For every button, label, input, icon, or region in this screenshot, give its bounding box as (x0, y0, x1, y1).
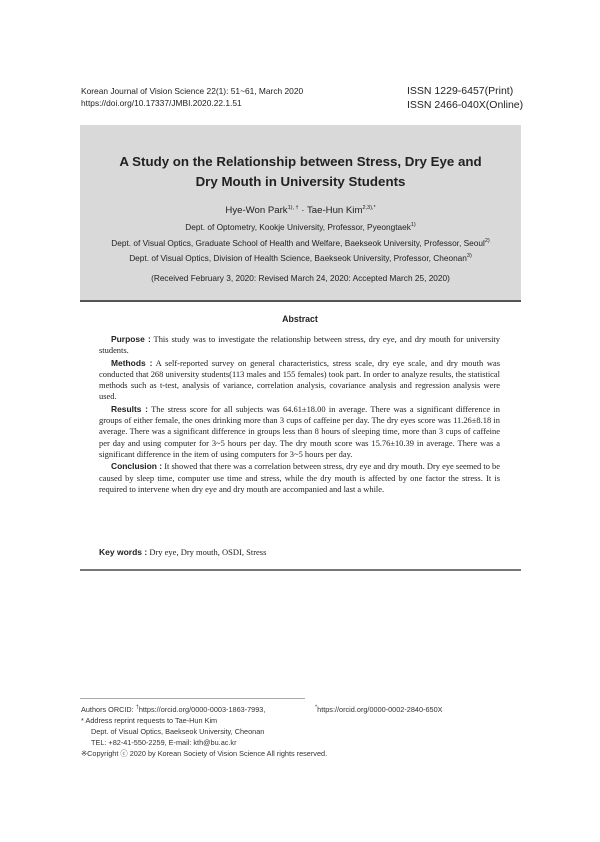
author-affiliation-mark: 1), † (287, 204, 299, 211)
affiliation-text: Dept. of Visual Optics, Graduate School of Health and Welfare, Baekseok University, Professor, Seoul (111, 238, 485, 248)
address-line: * Address reprint requests to Tae-Hun Kim (81, 716, 218, 725)
received-dates: (Received February 3, 2020: Revised March 24, 2020: Accepted March 25, 2020) (151, 273, 450, 283)
copyright-notice: ※Copyright ⓒ 2020 by Korean Society of Vision Science All rights reserved. (81, 749, 328, 758)
footnote-divider (80, 698, 305, 699)
author-name: Hye-Won Park (225, 205, 288, 216)
paper-title (80, 152, 521, 192)
methods-text: A self-reported survey on general characteristics, stress scale, dry eye scale, and dry mouth was conducted that 268 university students(113 males and 155 females) took part. In order to analyze results, the statistical methods such as t-test, analysis of variance, correlation analysis, covariance analysis and regression analysis were used. (99, 357, 500, 402)
author-affiliation-mark: 2,3),* (362, 204, 376, 211)
keywords (99, 547, 266, 557)
keywords-text: Dry eye, Dry mouth, OSDI, Stress (147, 547, 267, 557)
orcid-link[interactable]: https://orcid.org/0000-0003-1863-7993, (138, 705, 266, 714)
issn-online: ISSN 2466-040X(Online) (407, 98, 524, 111)
affiliation (80, 253, 521, 264)
orcid-line-2 (315, 704, 443, 715)
purpose-text: This study was to investigate the relationship between stress, dry eye, and dry mouth for university students. (99, 334, 500, 356)
affiliation-text: Dept. of Visual Optics, Division of Health Science, Baekseok University, Professor, Cheonan (129, 253, 467, 263)
title-line-2: Dry Mouth in University Students (195, 174, 406, 189)
methods-label: Methods : (111, 357, 153, 368)
affiliation-mark: 1) (410, 222, 416, 229)
orcid-label: Authors ORCID: (81, 705, 136, 714)
title-line-1: A Study on the Relationship between Stress, Dry Eye and (119, 154, 482, 169)
abstract-heading: Abstract (282, 314, 318, 324)
abstract-results (99, 404, 500, 460)
affiliation-mark: 3) (466, 253, 472, 260)
orcid-mark: * (315, 704, 318, 711)
orcid-link[interactable]: https://orcid.org/0000-0002-2840-650X (317, 705, 443, 714)
issn-print: ISSN 1229-6457(Print) (407, 85, 514, 97)
title-box (80, 125, 521, 302)
doi-link[interactable]: https://doi.org/10.17337/JMBI.2020.22.1.51 (81, 98, 242, 108)
results-label: Results : (111, 403, 148, 414)
affiliation-mark: 2) (484, 238, 490, 245)
affiliation-text: Dept. of Optometry, Kookje University, Professor, Pyeongtaek (185, 222, 411, 232)
abstract-purpose (99, 334, 500, 357)
author-name: Tae-Hun Kim (306, 205, 363, 216)
orcid-line (81, 704, 327, 715)
section-divider (80, 569, 521, 571)
address-dept: Dept. of Visual Optics, Baekseok University, Cheonan (91, 727, 265, 736)
journal-citation (81, 85, 303, 109)
footnotes (81, 704, 327, 759)
affiliation (80, 238, 521, 249)
orcid-mark: † (135, 704, 139, 711)
address-contact: TEL: +82-41-550-2259, E-mail: kth@bu.ac.kr (91, 738, 237, 747)
author-separator: · (298, 205, 307, 216)
abstract-conclusion (99, 461, 500, 495)
abstract-methods (99, 358, 500, 403)
affiliation (80, 222, 521, 233)
journal-info: Korean Journal of Vision Science 22(1): 51~61, March 2020 (81, 86, 304, 96)
conclusion-label: Conclusion : (111, 461, 163, 472)
issn-block (407, 85, 523, 112)
author-list (80, 205, 521, 217)
results-text: The stress score for all subjects was 64.61±18.00 in average. There was a significant difference in groups of either female, the ones drinking more than 3 cups of caffeine per day. The dry eyes score was 11.26±8.18 in average. There was a significant difference in groups less than 8 hours of sleeping time, more than 3 cups of caffeine per day and using computer for 3~5 hours per day. The dry mouth score was 15.76±10.39 in average. There was a significant difference in the item of using computers for 3~5 hours per day. (99, 403, 500, 459)
abstract-body (99, 334, 500, 496)
purpose-label: Purpose : (111, 334, 151, 344)
conclusion-text: It showed that there was a correlation between stress, dry eye and dry mouth. Dry eye seemed to be caused by sleep time, computer use time and stress, while the dry mouth is affected by one factor the stress. It is required to intervene when dry eye and dry mouth are accompanied and last a while. (99, 461, 500, 494)
keywords-label: Key words : (99, 547, 148, 557)
